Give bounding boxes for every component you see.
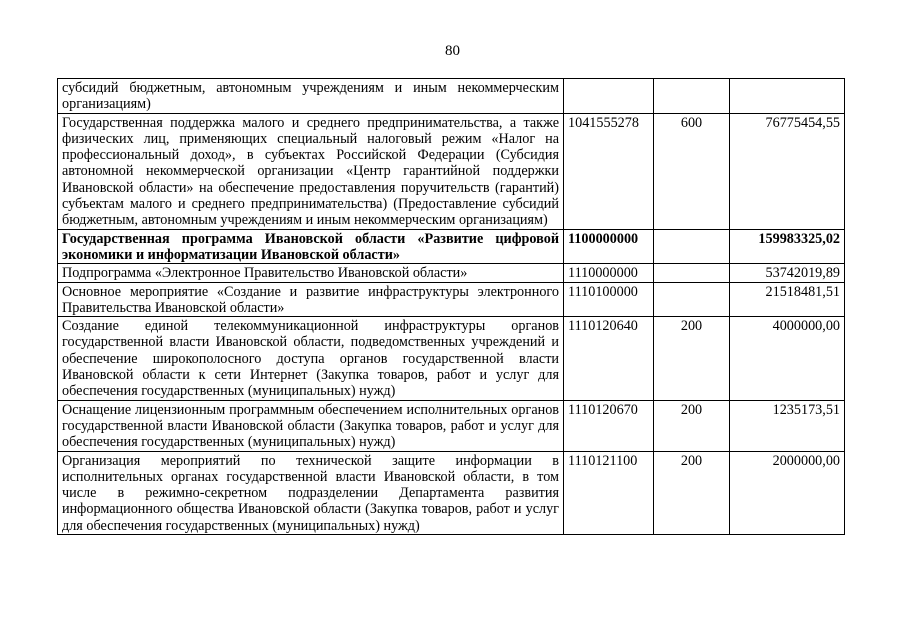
row-amount: 159983325,02 [730,229,845,264]
row-amount: 4000000,00 [730,317,845,400]
table-row [58,264,845,282]
row-description: Основное мероприятие «Создание и развитие инфраструктуры электронного Правительства Ивановской области» [58,282,564,317]
row-expense-type: 200 [654,400,730,451]
row-description: Создание единой телекоммуникационной инфраструктуры органов государственной власти Ивановской области, подведомственных учреждений и обеспечение широкополосного доступа органов государственной власти Ивановской области к сети Интернет (Закупка товаров, работ и услуг для обеспечения государственных (муниципальных) нужд) [58,317,564,400]
row-expense-type [654,229,730,264]
row-description: Государственная поддержка малого и среднего предпринимательства, а также физических лиц, применяющих специальный налоговый режим «Налог на профессиональный доход», в субъектах Российской Федерации (Субсидия автономной некоммерческой организации «Центр гарантийной поддержки Ивановской области» на обеспечение предоставления поручительств (гарантий) субъектам малого и среднего предпринимательства) (Предоставление субсидий бюджетным, автономным учреждениям и иным некоммерческим организациям) [58,113,564,229]
row-description: Организация мероприятий по технической защите информации в исполнительных органах государственной власти Ивановской области, в том числе в режимно-секретном подразделении Департамента развития информационного общества Ивановской области (Закупка товаров, работ и услуг для обеспечения государственных (муниципальных) нужд) [58,451,564,534]
row-amount: 1235173,51 [730,400,845,451]
row-target-code: 1110000000 [564,264,654,282]
row-target-code: 1100000000 [564,229,654,264]
page-number: 80 [445,43,460,59]
row-amount: 2000000,00 [730,451,845,534]
row-expense-type [654,264,730,282]
row-amount: 76775454,55 [730,113,845,229]
row-expense-type: 600 [654,113,730,229]
row-target-code: 1041555278 [564,113,654,229]
row-description: Оснащение лицензионным программным обеспечением исполнительных органов государственной власти Ивановской области (Закупка товаров, работ и услуг для обеспечения государственных (муниципальных) нужд) [58,400,564,451]
row-amount: 53742019,89 [730,264,845,282]
row-expense-type: 200 [654,451,730,534]
row-expense-type: 200 [654,317,730,400]
table-row [58,113,845,229]
row-target-code: 1110120670 [564,400,654,451]
table-row [58,400,845,451]
row-target-code: 1110121100 [564,451,654,534]
table-row [58,282,845,317]
row-amount: 21518481,51 [730,282,845,317]
table-row [58,79,845,114]
table-row [58,451,845,534]
row-description: Государственная программа Ивановской области «Развитие цифровой экономики и информатизации Ивановской области» [58,229,564,264]
table-row [58,317,845,400]
row-description: субсидий бюджетным, автономным учреждениям и иным некоммерческим организациям) [58,79,564,114]
row-expense-type [654,282,730,317]
table-row [58,229,845,264]
row-target-code [564,79,654,114]
row-amount [730,79,845,114]
row-expense-type [654,79,730,114]
row-target-code: 1110120640 [564,317,654,400]
row-description: Подпрограмма «Электронное Правительство Ивановской области» [58,264,564,282]
row-target-code: 1110100000 [564,282,654,317]
budget-table [57,78,845,535]
